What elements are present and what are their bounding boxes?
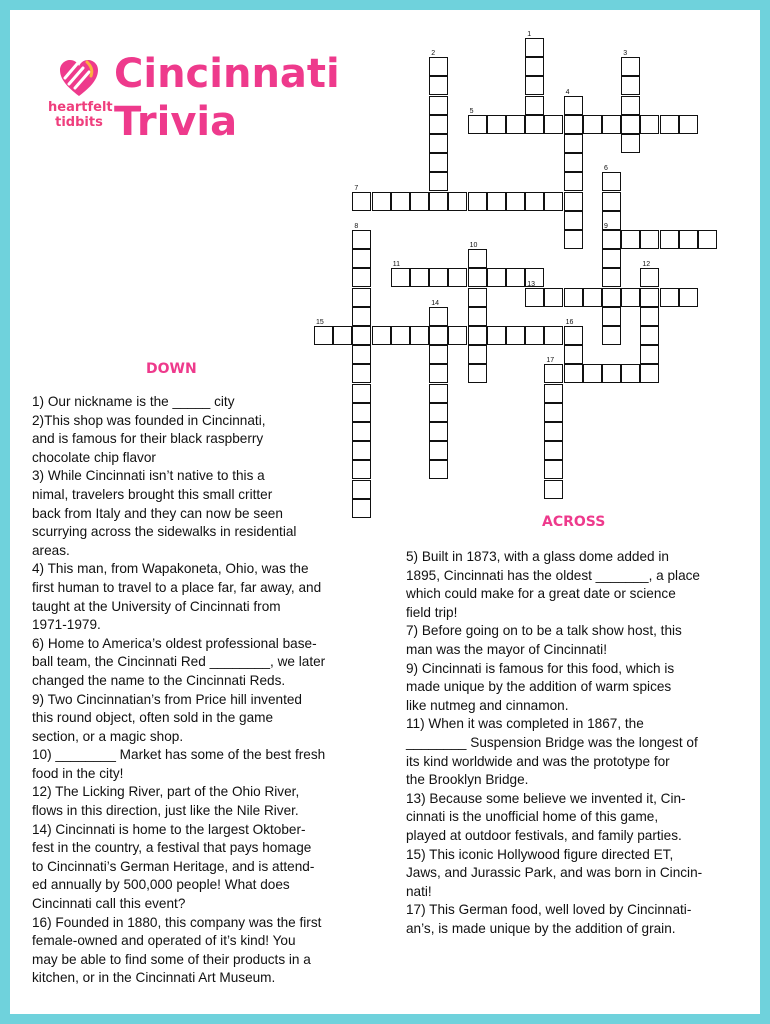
clue-number: 6 [604,165,608,173]
crossword-cell[interactable] [429,307,448,326]
crossword-cell[interactable] [544,364,563,383]
crossword-cell[interactable] [602,172,621,191]
crossword-cell[interactable] [544,384,563,403]
crossword-cell[interactable] [602,307,621,326]
crossword-cell[interactable] [602,288,621,307]
crossword-cell[interactable] [468,345,487,364]
crossword-cell[interactable] [468,249,487,268]
crossword-cell[interactable] [602,364,621,383]
clue-number: 5 [469,107,474,115]
across-heading: ACROSS [542,514,606,530]
crossword-cell[interactable] [525,57,544,76]
down-clue: 10) ________ Market has some of the best fresh food in the city! [32,747,326,781]
crossword-cell[interactable] [660,288,679,307]
crossword-cell[interactable] [564,172,583,191]
crossword-cell[interactable] [352,364,371,383]
crossword-cell[interactable] [564,115,583,134]
page-title [114,50,340,146]
crossword-cell[interactable] [602,268,621,287]
crossword-cell[interactable] [525,268,544,287]
crossword-cell[interactable] [429,96,448,115]
crossword-cell[interactable] [352,345,371,364]
clue-number: 15 [316,319,324,326]
crossword-cell[interactable] [410,192,429,211]
crossword-cell[interactable] [564,192,583,211]
crossword-cell[interactable] [487,268,506,287]
crossword-cell[interactable] [429,384,448,403]
crossword-cell[interactable] [583,288,602,307]
crossword-cell[interactable] [429,115,448,134]
crossword-cell[interactable] [621,76,640,95]
crossword-cell[interactable] [506,115,525,134]
across-clue-list [406,548,746,938]
crossword-cell[interactable] [602,326,621,345]
crossword-cell[interactable] [352,192,371,211]
crossword-cell[interactable] [429,76,448,95]
down-clue: 14) Cincinnati is home to the largest Oktober- fest in the country, a festival that pays homage to Cincinnati’s German Heritage, and is attend- ed annually by 500,000 people! What does Cincinnati call this event? [32,821,315,912]
down-clue: 16) Founded in 1880, this company was the first female-owned and operated of it’s kind! You may be able to find some of their products in a kitchen, or in the Cincinnati Art Museum. [32,914,322,986]
crossword-cell[interactable] [660,115,679,134]
crossword-cell[interactable] [602,249,621,268]
clue-number: 17 [546,357,555,365]
crossword-cell[interactable] [410,268,429,287]
clue-number: 10 [469,242,478,250]
crossword-cell[interactable] [640,345,659,364]
crossword-cell[interactable] [429,153,448,172]
title-line1: Cincinnati [114,51,340,97]
crossword-cell[interactable] [640,364,659,383]
crossword-cell[interactable] [679,115,698,134]
crossword-cell[interactable] [391,326,410,345]
across-clue: 15) This iconic Hollywood figure directed ET, Jaws, and Jurassic Park, and was born in Cincin- nati! [406,846,703,899]
crossword-cell[interactable] [429,192,448,211]
title-line2: Trivia [114,99,238,145]
clue-number: 11 [392,261,401,269]
down-clue: 3) While Cincinnati isn’t native to this a nimal, travelers brought this small critter back from Italy and they can now be seen scurrying across the sidewalks in residential areas. [32,468,297,558]
crossword-cell[interactable] [314,326,333,345]
crossword-cell[interactable] [429,441,448,460]
clue-number: 4 [565,88,570,96]
crossword-cell[interactable] [525,38,544,57]
crossword-cell[interactable] [525,115,544,134]
crossword-cell[interactable] [352,268,371,287]
brand-name-line2: tidbits [55,115,103,130]
crossword-cell[interactable] [544,441,563,460]
clue-number: 3 [623,50,628,58]
crossword-cell[interactable] [564,211,583,230]
crossword-cell[interactable] [372,192,391,211]
crossword-cell[interactable] [621,230,640,249]
crossword-cell[interactable] [448,326,467,345]
crossword-cell[interactable] [429,422,448,441]
crossword-cell[interactable] [391,268,410,287]
clue-number: 9 [604,223,608,230]
heart-hands-icon [57,56,101,100]
crossword-cell[interactable] [640,268,659,287]
crossword-cell[interactable] [468,268,487,287]
crossword-cell[interactable] [448,192,467,211]
crossword-cell[interactable] [621,57,640,76]
crossword-cell[interactable] [544,192,563,211]
crossword-cell[interactable] [564,134,583,153]
crossword-cell[interactable] [352,307,371,326]
crossword-cell[interactable] [525,326,544,345]
clue-number: 1 [527,31,532,38]
crossword-cell[interactable] [660,230,679,249]
down-clue-list [32,393,377,988]
clue-number: 7 [354,184,359,192]
down-clue: 2)This shop was founded in Cincinnati, and is famous for their black raspberry chocolate chip flavor [32,412,266,465]
crossword-cell[interactable] [640,115,659,134]
clue-number: 12 [642,261,651,269]
crossword-cell[interactable] [564,345,583,364]
crossword-cell[interactable] [544,460,563,479]
crossword-cell[interactable] [525,192,544,211]
clue-number: 8 [354,223,359,230]
across-clue: 7) Before going on to be a talk show host, this man was the mayor of Cincinnati! [406,623,682,657]
crossword-cell[interactable] [640,288,659,307]
crossword-cell[interactable] [506,326,525,345]
crossword-cell[interactable] [506,192,525,211]
crossword-cell[interactable] [429,134,448,153]
crossword-cell[interactable] [468,192,487,211]
crossword-cell[interactable] [564,288,583,307]
crossword-cell[interactable] [429,326,448,345]
crossword-cell[interactable] [429,403,448,422]
brand-logo [48,56,113,130]
crossword-cell[interactable] [352,326,371,345]
crossword-cell[interactable] [487,326,506,345]
crossword-cell[interactable] [487,115,506,134]
crossword-cell[interactable] [602,115,621,134]
across-clue: 11) When it was completed in 1867, the ________ Suspension Bridge was the longest of its kind worldwide and was the prototype for the Brooklyn Bridge. [406,716,698,788]
crossword-cell[interactable] [544,288,563,307]
crossword-cell[interactable] [352,230,371,249]
crossword-cell[interactable] [544,115,563,134]
crossword-cell[interactable] [621,115,640,134]
crossword-cell[interactable] [544,422,563,441]
crossword-cell[interactable] [564,153,583,172]
crossword-cell[interactable] [698,230,717,249]
crossword-cell[interactable] [583,115,602,134]
crossword-cell[interactable] [564,96,583,115]
crossword-cell[interactable] [679,288,698,307]
crossword-cell[interactable] [487,192,506,211]
crossword-cell[interactable] [468,326,487,345]
crossword-cell[interactable] [602,230,621,249]
down-clue: 1) Our nickname is the _____ city [32,394,235,409]
clue-number: 14 [431,299,439,307]
crossword-cell[interactable] [410,326,429,345]
down-clue: 6) Home to America’s oldest professional base- ball team, the Cincinnati Red ________, we later changed the name to the Cincinnati Reds. [32,635,326,688]
crossword-cell[interactable] [544,403,563,422]
across-clue: 13) Because some believe we invented it, Cin- cinnati is the unofficial home of this game, played at outdoor festivals, and family parties. [406,790,686,843]
crossword-cell[interactable] [448,268,467,287]
down-heading: DOWN [146,361,197,377]
crossword-cell[interactable] [352,249,371,268]
down-clue: 4) This man, from Wapakoneta, Ohio, was the first human to travel to a place far, far away, and taught at the University of Cincinnati from 1971-1979. [32,561,322,633]
clue-number: 2 [431,50,436,58]
crossword-cell[interactable] [525,76,544,95]
crossword-cell[interactable] [468,364,487,383]
crossword-cell[interactable] [391,192,410,211]
across-clue: 9) Cincinnati is famous for this food, which is made unique by the addition of warm spices like nutmeg and cinnamon. [406,660,675,713]
crossword-cell[interactable] [506,268,525,287]
crossword-cell[interactable] [544,326,563,345]
crossword-cell[interactable] [525,288,544,307]
crossword-cell[interactable] [583,364,602,383]
crossword-cell[interactable] [621,96,640,115]
crossword-cell[interactable] [468,307,487,326]
crossword-cell[interactable] [564,230,583,249]
brand-name-line1: heartfelt [48,100,113,115]
crossword-cell[interactable] [679,230,698,249]
crossword-cell[interactable] [429,172,448,191]
down-clue: 12) The Licking River, part of the Ohio River, flows in this direction, just like the Nile River. [32,784,300,819]
crossword-cell[interactable] [429,57,448,76]
across-clue: 5) Built in 1873, with a glass dome added in 1895, Cincinnati has the oldest _______, a place which could make for a great date or science field trip! [406,549,700,620]
across-clue: 17) This German food, well loved by Cincinnati- an’s, is made unique by the addition of grain. [406,902,692,936]
crossword-cell[interactable] [602,211,621,230]
crossword-cell[interactable] [564,326,583,345]
crossword-cell[interactable] [621,364,640,383]
crossword-cell[interactable] [468,115,487,134]
crossword-cell[interactable] [468,288,487,307]
crossword-cell[interactable] [429,268,448,287]
clue-number: 16 [565,319,574,326]
crossword-cell[interactable] [372,326,391,345]
crossword-cell[interactable] [333,326,352,345]
crossword-cell[interactable] [621,134,640,153]
crossword-cell[interactable] [525,96,544,115]
crossword-cell[interactable] [429,460,448,479]
crossword-cell[interactable] [640,230,659,249]
crossword-cell[interactable] [564,364,583,383]
crossword-cell[interactable] [429,345,448,364]
crossword-cell[interactable] [544,480,563,499]
crossword-cell[interactable] [429,364,448,383]
clue-number: 13 [527,280,535,288]
crossword-cell[interactable] [640,307,659,326]
crossword-cell[interactable] [621,288,640,307]
down-clue: 9) Two Cincinnatian’s from Price hill invented this round object, often sold in the game section, or a magic shop. [32,691,302,744]
crossword-cell[interactable] [352,288,371,307]
crossword-cell[interactable] [602,192,621,211]
crossword-cell[interactable] [640,326,659,345]
